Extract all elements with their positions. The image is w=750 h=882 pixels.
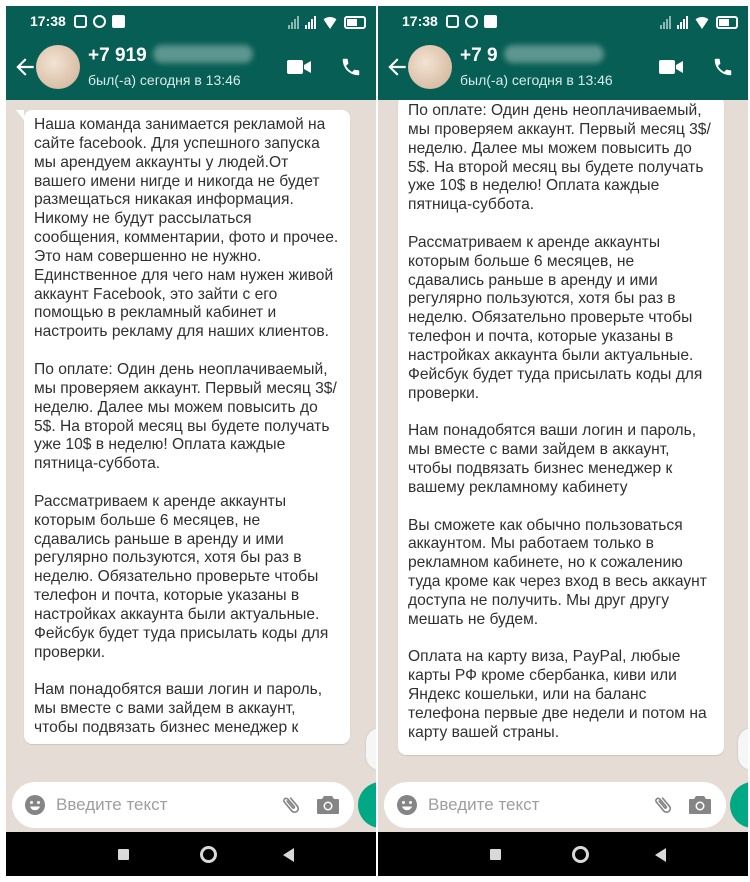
- message-bubble[interactable]: По оплате: Один день неоплачиваемый, мы проверяем аккаунт. Первый месяц 3$/неделю. Далее мы можем повысить до 5$. На второй месяц вы будете получать уже 10$ в неделю! Оплата каждые пятница-суббота. Рассматриваем к аренде аккаунты которым больше 6 месяцев, не сдавались раньше в аренду и ими регулярно пользуются, хотя бы раз в неделю. Обязательно проверьте чтобы телефон и почта, которые указаны в настройках аккаунта были актуальные. Фейсбук будет туда присылать коды для проверки. Нам понадобятся ваши логин и пароль, мы вместе с вами зайдем в аккаунт, чтобы подвязать бизнес менеджер к вашему рекламному кабинету Вы сможете как обычно пользоваться аккаунтом. Мы работаем только в рекламном кабинете, но к сожалению туда кроме как через вход в весь аккаунт доступа не получить. Мы друг другу мешать не будем. Оплата на карту виза, PayPal, любые карты РФ кроме сбербанка, киви или Яндекс кошельки, или на баланс телефона первые две недели и потом на карту вашей страны.: [398, 100, 724, 755]
- signal-icon: [660, 15, 671, 29]
- home-icon[interactable]: [572, 846, 589, 863]
- battery-icon: [716, 16, 738, 29]
- camera-icon[interactable]: [316, 794, 340, 816]
- last-seen-status: был(-а) сегодня в 13:46: [88, 72, 241, 88]
- emoji-icon[interactable]: [396, 794, 418, 816]
- redacted-number: [504, 45, 604, 63]
- video-call-icon[interactable]: [286, 57, 312, 77]
- signal-icon: [305, 15, 316, 29]
- wifi-icon: [694, 17, 710, 29]
- scroll-down-button[interactable]: [366, 728, 376, 770]
- wifi-icon: [322, 17, 338, 29]
- shield-app-icon: [465, 15, 478, 28]
- video-call-icon[interactable]: [658, 57, 684, 77]
- contact-name[interactable]: +7 919: [88, 45, 253, 67]
- recent-apps-icon[interactable]: [490, 849, 501, 860]
- avatar[interactable]: [36, 45, 80, 89]
- youtube-icon: [484, 15, 497, 28]
- status-time: 17:38: [30, 13, 66, 29]
- status-bar: [378, 6, 748, 36]
- system-navigation-bar: [378, 832, 748, 876]
- message-placeholder: Введите текст: [56, 795, 168, 814]
- phone-screen-right: [378, 6, 748, 876]
- message-input[interactable]: [12, 782, 354, 828]
- recent-apps-icon[interactable]: [118, 849, 129, 860]
- paperclip-icon[interactable]: [280, 794, 302, 816]
- scroll-down-button[interactable]: [738, 728, 748, 770]
- status-bar: [6, 6, 376, 36]
- youtube-icon: [112, 15, 125, 28]
- paperclip-icon[interactable]: [652, 794, 674, 816]
- status-time: 17:38: [402, 13, 438, 29]
- back-arrow-icon[interactable]: [12, 54, 38, 80]
- instagram-icon: [446, 15, 459, 28]
- redacted-number: [153, 45, 253, 63]
- emoji-icon[interactable]: [24, 794, 46, 816]
- system-navigation-bar: [6, 832, 376, 876]
- message-bubble[interactable]: Наша команда занимается рекламой на сайте facebook. Для успешного запуска мы арендуем аккаунты у людей.От вашего имени нигде и никогда не будет размещаться никакая информация. Никому не будут рассылаться сообщения, комментарии, фото и прочее. Это нам совершенно не нужно. Единственное для чего нам нужен живой аккаунт Facebook, это зайти с его помощью в рекламный кабинет и настроить рекламу для наших клиентов. По оплате: Один день неоплачиваемый, мы проверяем аккаунт. Первый месяц 3$/неделю. Далее мы можем повысить до 5$. На второй месяц вы будете получать уже 10$ в неделю! Оплата каждые пятница-суббота. Рассматриваем к аренде аккаунты которым больше 6 месяцев, не сдавались раньше в аренду и ими регулярно пользуются, хотя бы раз в неделю. Обязательно проверьте чтобы телефон и почта, которые указаны в настройках аккаунта были актуальные. Фейсбук будет туда присылать коды для проверки. Нам понадобятся ваши логин и пароль, мы вместе с вами зайдем в аккаунт, чтобы подвязать бизнес менеджер к: [24, 110, 350, 744]
- camera-icon[interactable]: [688, 794, 712, 816]
- home-icon[interactable]: [200, 846, 217, 863]
- shield-app-icon: [93, 15, 106, 28]
- back-triangle-icon[interactable]: [655, 848, 666, 862]
- instagram-icon: [74, 15, 87, 28]
- phone-call-icon[interactable]: [340, 55, 362, 79]
- last-seen-status: был(-а) сегодня в 13:46: [460, 72, 613, 88]
- chat-area[interactable]: [378, 100, 748, 780]
- avatar[interactable]: [408, 45, 452, 89]
- back-triangle-icon[interactable]: [283, 848, 294, 862]
- microphone-button[interactable]: [358, 782, 376, 828]
- chat-header: [6, 36, 376, 100]
- battery-icon: [344, 16, 366, 29]
- signal-icon: [677, 15, 688, 29]
- phone-call-icon[interactable]: [712, 55, 734, 79]
- back-arrow-icon[interactable]: [384, 54, 410, 80]
- message-placeholder: Введите текст: [428, 795, 540, 814]
- contact-name[interactable]: +7 9: [460, 45, 604, 67]
- signal-icon: [288, 15, 299, 29]
- chat-header: [378, 36, 748, 100]
- microphone-button[interactable]: [730, 782, 748, 828]
- message-input[interactable]: [384, 782, 726, 828]
- phone-screen-left: [6, 6, 376, 876]
- chat-area[interactable]: [6, 100, 376, 780]
